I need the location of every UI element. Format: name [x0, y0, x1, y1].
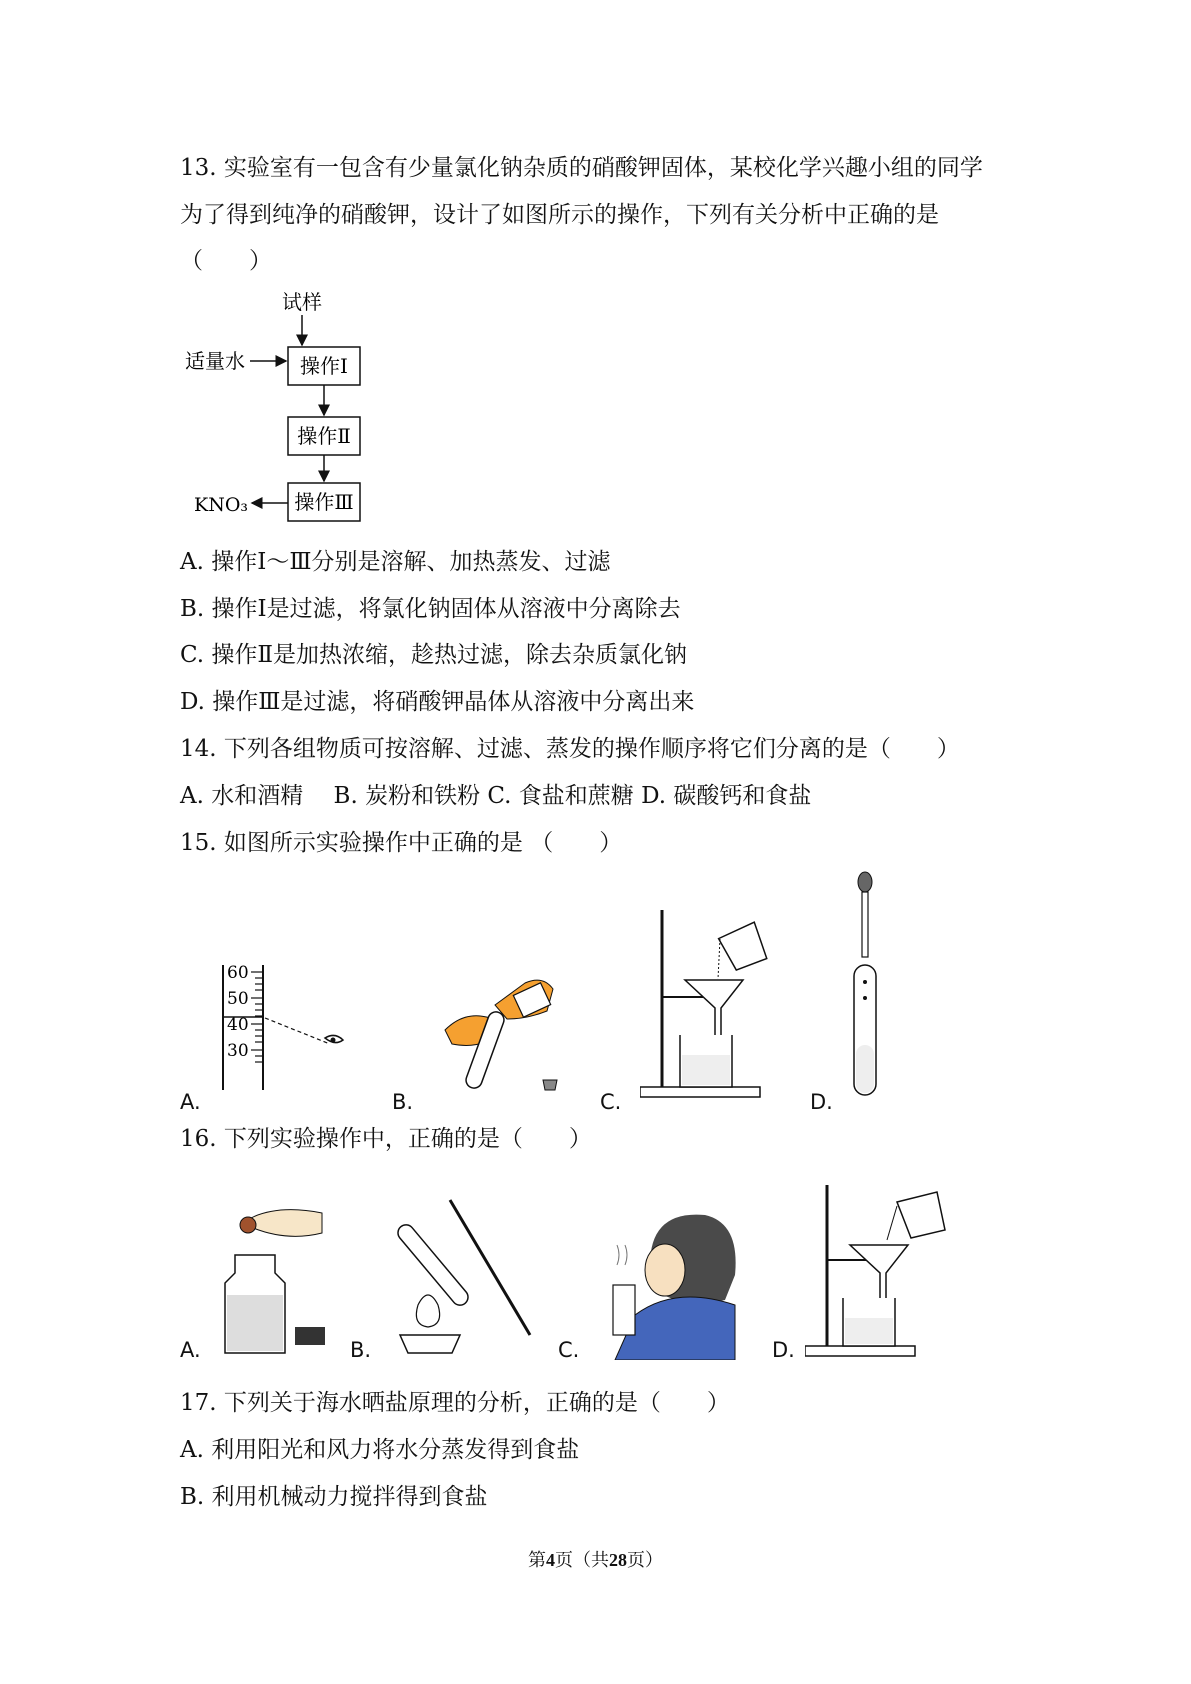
q15-figure-c-filtration	[640, 905, 790, 1100]
q13-option-a: A. 操作Ⅰ～Ⅲ分别是溶解、加热蒸发、过滤	[180, 549, 611, 575]
flow-op1-label: 操作Ⅰ	[300, 354, 348, 378]
q16-figure-d-filtration	[805, 1180, 965, 1360]
flow-op2-label: 操作Ⅱ	[297, 424, 351, 448]
q16-figure-b-heating	[390, 1195, 540, 1355]
q16-label-c: C.	[558, 1338, 580, 1362]
q15-stem: 15. 如图所示实验操作中正确的是 （ ）	[180, 830, 623, 856]
q16-figure-a-bottle	[220, 1195, 340, 1355]
q17-option-a: A. 利用阳光和风力将水分蒸发得到食盐	[180, 1437, 580, 1463]
q16-stem: 16. 下列实验操作中，正确的是（ ）	[180, 1126, 592, 1152]
q14-options: A. 水和酒精 B. 炭粉和铁粉 C. 食盐和蔗糖 D. 碳酸钙和食盐	[180, 783, 812, 809]
footer-suffix: 页）	[627, 1550, 663, 1571]
flow-op3-label: 操作Ⅲ	[294, 490, 354, 514]
q15-label-a: A.	[180, 1090, 201, 1114]
q17-stem: 17. 下列关于海水晒盐原理的分析，正确的是（ ）	[180, 1390, 730, 1416]
cylinder-tick-30: 30	[227, 1041, 249, 1061]
q13-stem-line1: 13. 实验室有一包含有少量氯化钠杂质的硝酸钾固体，某校化学兴趣小组的同学	[180, 155, 983, 181]
q15-figure-d-dropper	[840, 870, 890, 1100]
q13-stem-line2: 为了得到纯净的硝酸钾，设计了如图所示的操作，下列有关分析中正确的是	[180, 202, 939, 228]
q16-label-a: A.	[180, 1338, 201, 1362]
cylinder-tick-60: 60	[227, 963, 249, 983]
footer-total-pages: 28	[609, 1550, 627, 1570]
footer-middle: 页（共	[555, 1550, 609, 1571]
q15-label-d: D.	[810, 1090, 833, 1114]
q17-option-b: B. 利用机械动力搅拌得到食盐	[180, 1484, 488, 1510]
flow-sample-label: 试样	[282, 290, 322, 314]
footer-prefix: 第	[528, 1550, 546, 1571]
q16-figure-c-smelling	[595, 1205, 745, 1360]
q15-label-c: C.	[600, 1090, 622, 1114]
q14-stem: 14. 下列各组物质可按溶解、过滤、蒸发的操作顺序将它们分离的是（ ）	[180, 736, 960, 762]
q15-label-b: B.	[392, 1090, 414, 1114]
cylinder-tick-40: 40	[227, 1015, 249, 1035]
flow-water-label: 适量水	[185, 349, 245, 373]
q15-figure-a-cylinder	[215, 960, 355, 1100]
q15-figure-b-pouring	[425, 970, 575, 1100]
q13-option-d: D. 操作Ⅲ是过滤，将硝酸钾晶体从溶液中分离出来	[180, 689, 695, 715]
q16-label-d: D.	[772, 1338, 795, 1362]
footer-page-number: 4	[546, 1550, 555, 1570]
q13-option-b: B. 操作Ⅰ是过滤，将氯化钠固体从溶液中分离除去	[180, 596, 681, 622]
q13-flowchart	[180, 285, 400, 530]
flow-product-label: KNO₃	[194, 494, 249, 516]
page-footer	[0, 1546, 1191, 1572]
q13-option-c: C. 操作Ⅱ是加热浓缩，趁热过滤，除去杂质氯化钠	[180, 642, 688, 668]
q13-answer-paren: （ ）	[180, 248, 272, 274]
q16-label-b: B.	[350, 1338, 372, 1362]
cylinder-tick-50: 50	[227, 989, 249, 1009]
